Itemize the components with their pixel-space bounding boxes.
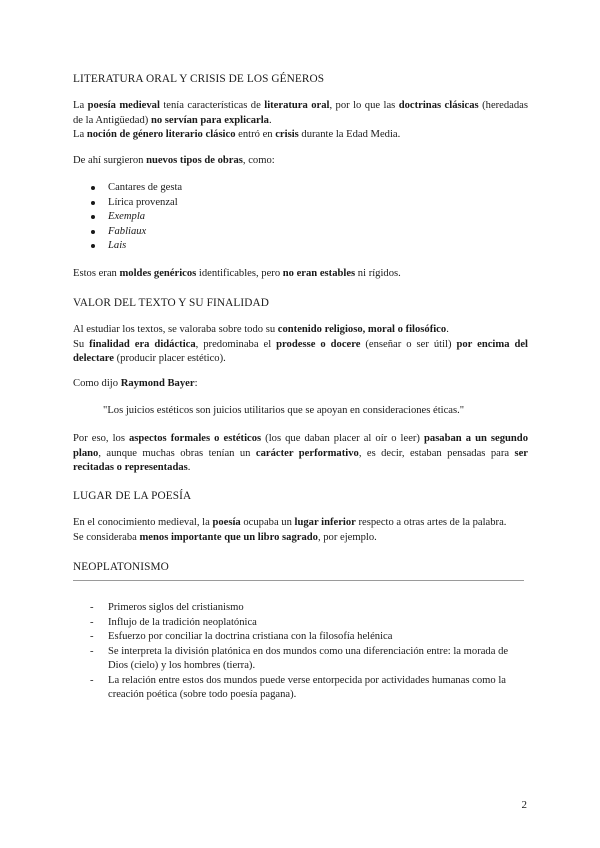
list-item: Fabliaux xyxy=(73,225,528,240)
paragraph-bayer: Como dijo Raymond Bayer: xyxy=(73,378,198,389)
list-item: - Se interpreta la división platónica en dos mundos como una diferenciación entre: la morada de Dios (cielo) y los hombres (tierra). xyxy=(73,645,526,674)
sentence-crisis: La noción de género literario clásico entró en crisis durante la Edad Media. xyxy=(73,129,401,140)
paragraph-nuevos-tipos: De ahí surgieron nuevos tipos de obras, como: xyxy=(73,155,275,166)
heading-literatura-oral: LITERATURA ORAL Y CRISIS DE LOS GÉNEROS xyxy=(73,73,325,85)
heading-valor-texto: VALOR DEL TEXTO Y SU FINALIDAD xyxy=(73,297,269,309)
list-item: - La relación entre estos dos mundos puede verse entorpecida por actividades humanas como la creación poética (sobre todo poesía pagana). xyxy=(73,674,526,703)
list-item: - Esfuerzo por conciliar la doctrina cristiana con la filosofía helénica xyxy=(73,630,526,645)
bold-text: poesía xyxy=(212,517,241,528)
bold-text: nuevos tipos de obras xyxy=(146,155,243,166)
bold-text: lugar inferior xyxy=(294,517,356,528)
list-item: Cantares de gesta xyxy=(73,181,528,196)
bold-text: por encima del delectare xyxy=(73,338,529,364)
bold-text: literatura oral xyxy=(264,100,330,111)
list-item: Lírica provenzal xyxy=(73,196,528,211)
paragraph-contenido: Al estudiar los textos, se valoraba sobre todo su contenido religioso, moral o filosófico. Su finalidad era didáctica, predominaba el prodesse o docere (enseñar o ser útil) por encima del delectare (producir placer estético). xyxy=(73,324,529,364)
bold-text: contenido religioso, moral o filosófico xyxy=(277,324,447,335)
bold-text: pasaban a un segundo plano xyxy=(73,433,528,459)
paragraph-moldes: Estos eran moldes genéricos identificables, pero no eran estables ni rígidos. xyxy=(73,268,401,279)
list-item: - Primeros siglos del cristianismo xyxy=(73,601,526,616)
bold-text: prodesse o docere xyxy=(276,338,361,350)
sentence-doctrinas: La poesía medieval tenía características de literatura oral, por lo que las doctrinas clásicas (heredadas de la Antigüedad) no servían para explicarla. xyxy=(73,100,529,126)
bold-text: ser recitadas o representadas xyxy=(73,447,529,473)
bold-text: carácter performativo xyxy=(255,447,359,459)
list-item: - Influjo de la tradición neoplatónica xyxy=(73,616,526,631)
bold-text: finalidad era didáctica xyxy=(89,338,196,350)
heading-neoplatonismo: NEOPLATONISMO xyxy=(73,561,169,573)
neoplatonismo-list xyxy=(73,601,526,703)
bold-text: aspectos formales o estéticos xyxy=(128,433,262,444)
bold-text: Raymond Bayer xyxy=(120,378,195,389)
horizontal-rule xyxy=(73,580,524,581)
heading-lugar-poesia: LUGAR DE LA POESÍA xyxy=(73,490,192,502)
bold-text: moldes genéricos xyxy=(119,268,197,279)
list-item: Exempla xyxy=(73,210,528,225)
bold-text: no eran estables xyxy=(282,268,356,279)
paragraph-aspectos-formales: Por eso, los aspectos formales o estéticos (los que daban placer al oír o leer) pasaban a un segundo plano, aunque muchas obras tenían un carácter performativo, es decir, estaban pensadas para ser recitadas o representadas. xyxy=(73,433,529,473)
quote-bayer: "Los juicios estéticos son juicios utilitarios que se apoyan en consideraciones éticas." xyxy=(103,405,465,416)
list-item: Lais xyxy=(73,239,528,254)
bold-text: menos importante que un libro sagrado xyxy=(139,531,318,543)
paragraph-lugar: En el conocimiento medieval, la poesía ocupaba un lugar inferior respecto a otras artes de la palabra. Se consideraba menos importante que un libro sagrado, por ejemplo. xyxy=(73,517,507,543)
bold-text: no servían para explicarla xyxy=(150,114,269,126)
paragraph-poesia-medieval xyxy=(73,99,528,143)
genres-list xyxy=(73,181,528,254)
bold-text: doctrinas clásicas xyxy=(398,100,479,111)
bold-text: crisis xyxy=(275,129,299,140)
page-number: 2 xyxy=(521,799,527,811)
bold-text: noción de género literario clásico xyxy=(86,129,236,140)
bold-text: poesía medieval xyxy=(87,100,160,111)
